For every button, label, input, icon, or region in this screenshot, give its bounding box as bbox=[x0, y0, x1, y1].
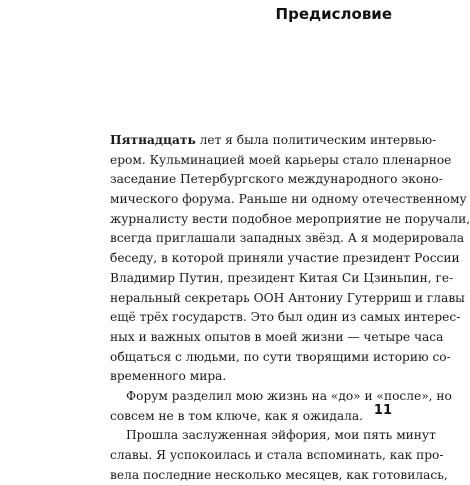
text-line: заседание Петербургского международного эконо- bbox=[110, 172, 443, 187]
text-line: общаться с людьми, по сути творящими историю со- bbox=[110, 349, 451, 364]
text-line: Владимир Путин, президент Китая Си Цзиньпин, ге- bbox=[110, 270, 454, 285]
page-number: 11 bbox=[373, 403, 392, 418]
text-line: временного мира. bbox=[110, 369, 227, 384]
text-line: журналисту вести подобное мероприятие не поручали, bbox=[110, 211, 470, 226]
text-line: Форум разделил мою жизнь на «до» и «после», но bbox=[126, 388, 452, 403]
text-line: всегда приглашали западных звёзд. А я модерировала bbox=[110, 231, 465, 246]
text-line bbox=[110, 131, 437, 151]
text-line: беседу, в которой приняли участие президент России bbox=[110, 251, 460, 266]
body-text bbox=[110, 131, 470, 485]
text-line: Прошла заслуженная эйфория, мои пять минут bbox=[126, 428, 436, 443]
text-line: ещё трёх государств. Это был один из самых интерес- bbox=[110, 310, 461, 325]
text-line: ером. Кульминацией моей карьеры стало пленарное bbox=[110, 152, 452, 167]
line-rest: лет я была политическим интервью- bbox=[195, 133, 437, 147]
text-line: вела последние несколько месяцев, как готовилась, bbox=[110, 467, 448, 482]
text-line: ных и важных опытов в моей жизни — четыре часа bbox=[110, 329, 444, 344]
text-line: неральный секретарь ООН Антониу Гутерриш и главы bbox=[110, 290, 465, 305]
text-line: совсем не в том ключе, как я ожидала. bbox=[110, 408, 364, 423]
running-head-title: Предисловие bbox=[275, 5, 392, 23]
lead-word: Пятнадцать bbox=[110, 133, 196, 147]
text-line: мического форума. Раньше ни одному отечественному bbox=[110, 192, 467, 207]
text-line: славы. Я успокоилась и стала вспоминать, как про- bbox=[110, 448, 444, 462]
